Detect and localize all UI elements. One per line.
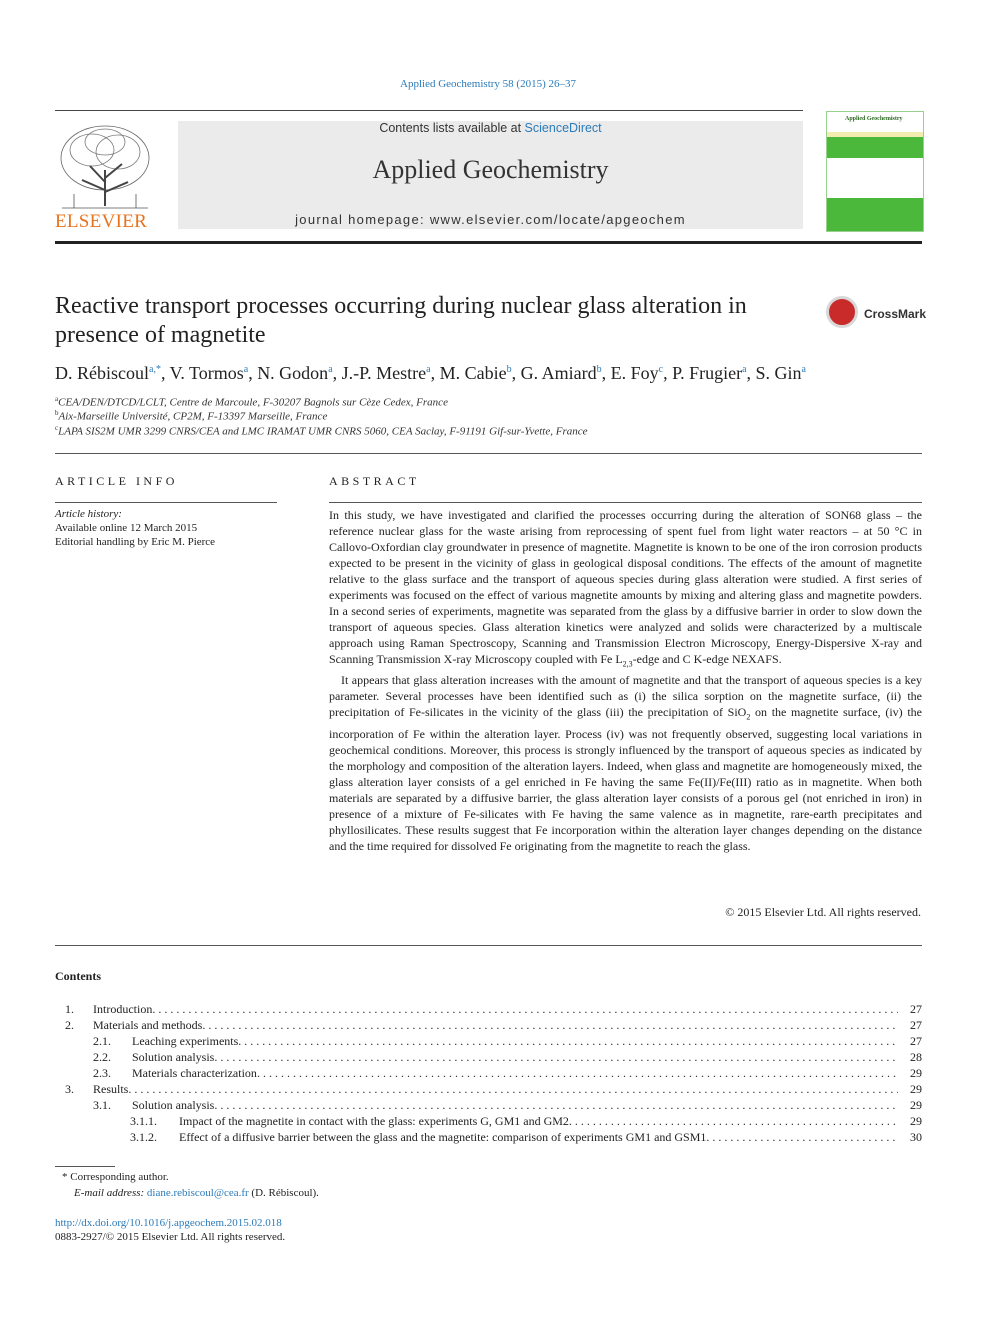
toc-row[interactable] (55, 1097, 922, 1113)
journal-name: Applied Geochemistry (372, 155, 609, 184)
author-affiliation-mark[interactable]: a (426, 364, 431, 375)
homepage-prefix: journal homepage: (295, 212, 430, 227)
toc-row[interactable] (55, 1017, 922, 1033)
author-affiliation-mark[interactable]: a (801, 364, 806, 375)
toc-dot-leader (214, 1049, 898, 1065)
abstract-paragraph-1: In this study, we have investigated and clarified the processes occurring during the alteration of SON68 glass – the reference nuclear glass for the waste arising from reprocessing of spent fuel from light water reactors – at 50 °C in Callovo-Oxfordian clay groundwater in presence of magnetite. Magnetite is known to be one of the iron corrosion products expected to be present in the vicinity of glass in geological disposal conditions. The effects of the amount of magnetite relative to the glass surface and the transport of aqueous species during glass alteration were studied. A first series of experiments was focused on the effect of various magnetite amounts by mixing and altering glass and magnetite powders. In a second series of experiments, magnetite was separated from the glass by a diffusive barrier in order to slow down the transport of aqueous species. Glass alteration kinetics were analyzed and solids were characterized by a multiscale approach using Raman Spectroscopy, Scanning and Transmission Electron Microscopy, Energy-Dispersive X-ray and Scanning Transmission X-ray Microscopy coupled with Fe $L_{2,3}$-edge and C K-edge NEXAFS. (329, 508, 922, 669)
history-label: Article history: (55, 508, 122, 520)
journal-citation[interactable]: Applied Geochemistry 58 (2015) 26–37 (400, 78, 576, 90)
email-link[interactable]: diane.rebiscoul@cea.fr (146, 1187, 249, 1199)
toc-number: 1. (65, 1002, 74, 1016)
affiliation-c: $^c$LAPA SIS2M UMR 3299 CNRS/CEA and LMC IRAMAT UMR CNRS 5060, CEA Saclay, F-91191 Gif-sur-Yvette, France (55, 424, 588, 438)
toc-title-link[interactable]: Leaching experiments (132, 1034, 239, 1048)
author-name[interactable]: M. Cabie (439, 363, 507, 383)
author-name[interactable]: S. Gin (755, 363, 802, 383)
abstract-rule (329, 502, 922, 503)
toc-page-number: 27 (910, 1018, 922, 1032)
author-affiliation-mark[interactable]: a,* (149, 364, 161, 375)
toc-row[interactable] (55, 1001, 922, 1017)
sciencedirect-link[interactable]: ScienceDirect (524, 121, 602, 135)
toc-title-link[interactable]: Impact of the magnetite in contact with the glass: experiments G, GM1 and GM2 (179, 1114, 569, 1128)
toc-number: 2.2. (93, 1050, 111, 1064)
author-separator: , (332, 363, 342, 383)
toc-number: 3. (65, 1082, 74, 1096)
journal-homepage (178, 212, 803, 227)
author-separator: , (160, 363, 170, 383)
toc-row[interactable] (55, 1113, 922, 1129)
toc-number: 3.1.2. (130, 1130, 157, 1144)
toc-dot-leader (202, 1017, 898, 1033)
toc-page-number: 27 (910, 1034, 922, 1048)
toc-dot-leader (128, 1081, 898, 1097)
toc-row[interactable] (55, 1049, 922, 1065)
cover-title: Applied Geochemistry (845, 116, 903, 122)
toc-dot-leader (706, 1129, 898, 1145)
header-rule (55, 110, 803, 111)
toc-page-number: 27 (910, 1002, 922, 1016)
author-affiliation-mark[interactable]: c (658, 364, 664, 375)
abstract-copyright: © 2015 Elsevier Ltd. All rights reserved. (725, 905, 921, 919)
email-note: E-mail address: diane.rebiscoul@cea.fr (D. Rébiscoul). (74, 1187, 319, 1199)
contents-prefix: Contents lists available at (379, 121, 525, 135)
homepage-url[interactable]: www.elsevier.com/locate/apgeochem (429, 212, 686, 227)
author-name[interactable]: G. Amiard (520, 363, 597, 383)
crossmark-icon (826, 296, 858, 328)
footnote-rule (55, 1166, 115, 1167)
crossmark-badge[interactable] (826, 296, 926, 336)
article-title: Reactive transport processes occurring during nuclear glass alteration in presence of magnetite (55, 293, 747, 348)
author-name[interactable]: J.-P. Mestre (341, 363, 427, 383)
toc-dot-leader (257, 1065, 898, 1081)
abstract-body (329, 507, 922, 854)
author-affiliation-mark[interactable]: a (328, 364, 333, 375)
toc-page-number: 29 (910, 1114, 922, 1128)
author-affiliation-mark[interactable]: a (243, 364, 249, 375)
contents-heading: Contents (55, 969, 102, 983)
toc-title-link[interactable]: Solution analysis (132, 1050, 215, 1064)
author-name[interactable]: D. Rébiscoul (55, 363, 149, 383)
affiliation-b: $^b$Aix-Marseille Université, CP2M, F-13397 Marseille, France (55, 409, 328, 423)
crossmark-label: CrossMark (864, 307, 927, 321)
author-separator: , (601, 363, 611, 383)
affiliation-a: $^a$CEA/DEN/DTCD/LCLT, Centre de Marcoule, F-30207 Bagnols sur Cèze Cedex, France (55, 395, 448, 409)
abstract-paragraph-2: It appears that glass alteration increases with the amount of magnetite and that the transport of aqueous species is a key parameter. Several processes have been identified such as (i) the silica sorption on the magnetite surface, (ii) the precipitation of Fe-silicates in the vicinity of the glass (iii) the precipitation of SiO$_2$ on the magnetite surface, (iv) the incorporation of Fe within the alteration layer. Process (iv) was not frequently observed, suggesting local variations in geochemical conditions. Moreover, this process is strongly influenced by the transport of aqueous species as indicated by the morphology and composition of the alteration layers. Indeed, when glass and magnetite are homogeneously mixed, the glass alteration layer consists of a gel enriched in Fe having the same Fe(II)/Fe(III) ratio as in magnetite. When both materials are separated by a diffusive barrier, the glass alteration layer consists of a porous gel (not enriched in iron) in presence of a mixture of Fe-silicates with Fe having the same valence as in magnetite, rare-earth precipitates and phyllosilicates. These results suggest that Fe incorporation within the alteration layer changes depending on the distance and the time required for dissolved Fe originating from the magnetite to reach the glass. (329, 673, 922, 853)
toc-row[interactable] (55, 1129, 922, 1145)
toc-page-number: 30 (910, 1130, 922, 1144)
toc-title-link[interactable]: Introduction (93, 1002, 153, 1016)
toc-page-number: 29 (910, 1066, 922, 1080)
author-name[interactable]: V. Tormos (169, 363, 244, 383)
toc-number: 3.1.1. (130, 1114, 157, 1128)
toc-page-number: 29 (910, 1082, 922, 1096)
doi-link[interactable]: http://dx.doi.org/10.1016/j.apgeochem.2015.02.018 (55, 1217, 282, 1229)
toc-number: 3.1. (93, 1098, 111, 1112)
toc-number: 2.3. (93, 1066, 111, 1080)
author-affiliation-mark[interactable]: a (742, 364, 747, 375)
article-info-rule (55, 502, 277, 503)
author-separator: , (663, 363, 673, 383)
elsevier-wordmark: ELSEVIER (55, 211, 148, 232)
toc-dot-leader (214, 1097, 898, 1113)
toc-title-link[interactable]: Results (93, 1082, 129, 1096)
contents-availability (178, 121, 803, 135)
toc-dot-leader (152, 1001, 898, 1017)
corresponding-author-note: * Corresponding author. (62, 1171, 169, 1183)
author-name[interactable]: N. Godon (257, 363, 329, 383)
author-name[interactable]: P. Frugier (672, 363, 743, 383)
toc-page-number: 28 (910, 1050, 922, 1064)
author-affiliation-mark[interactable]: b (506, 364, 512, 375)
toc-title-link[interactable]: Effect of a diffusive barrier between the glass and the magnetite: comparison of experiments GM1 and GSM1 (179, 1130, 707, 1144)
toc-row[interactable] (55, 1033, 922, 1049)
author-separator: , (511, 363, 521, 383)
toc-number: 2. (65, 1018, 74, 1032)
toc-dot-leader (238, 1033, 898, 1049)
toc-title-link[interactable]: Materials and methods (93, 1018, 203, 1032)
toc-title-link[interactable]: Solution analysis (132, 1098, 215, 1112)
author-separator: , (746, 363, 756, 383)
journal-cover-thumbnail[interactable] (826, 111, 924, 232)
abstract-heading: ABSTRACT (329, 474, 420, 488)
header-thick-rule (55, 241, 922, 244)
toc-row[interactable] (55, 1081, 922, 1097)
author-list (55, 363, 925, 384)
author-separator: , (248, 363, 258, 383)
table-of-contents (55, 1001, 922, 1145)
section-rule (55, 453, 922, 454)
contents-rule (55, 945, 922, 946)
toc-dot-leader (569, 1113, 898, 1129)
author-separator: , (430, 363, 440, 383)
article-info-heading: ARTICLE INFO (55, 474, 178, 488)
toc-page-number: 29 (910, 1098, 922, 1112)
author-affiliation-mark[interactable]: b (596, 364, 602, 375)
editorial-handling: Editorial handling by Eric M. Pierce (55, 536, 216, 548)
toc-title-link[interactable]: Materials characterization (132, 1066, 257, 1080)
toc-number: 2.1. (93, 1034, 111, 1048)
author-name[interactable]: E. Foy (610, 363, 659, 383)
available-online: Available online 12 March 2015 (55, 522, 198, 534)
toc-row[interactable] (55, 1065, 922, 1081)
issn-line: 0883-2927/© 2015 Elsevier Ltd. All rights reserved. (55, 1231, 286, 1243)
article-history (55, 507, 215, 549)
